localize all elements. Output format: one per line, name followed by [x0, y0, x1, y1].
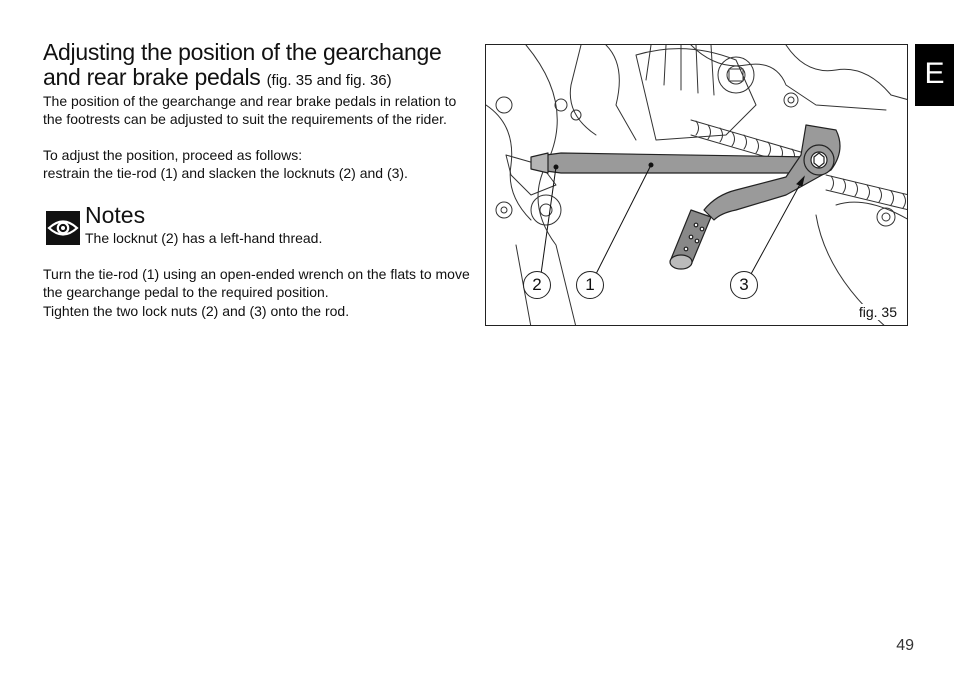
notes-heading: Notes [85, 202, 146, 228]
page-number: 49 [896, 637, 914, 654]
language-tab: E [915, 44, 954, 106]
notes-text: The locknut (2) has a left-hand thread. [85, 230, 323, 246]
procedure-intro: To adjust the position, proceed as follows: [43, 147, 303, 163]
section-title [43, 40, 473, 93]
callout-1: 1 [576, 271, 604, 299]
section-title-text: Adjusting the position of the gearchange and rear brake pedals [43, 39, 442, 90]
eye-icon [46, 211, 80, 245]
figure-reference: (fig. 35 and fig. 36) [266, 72, 392, 89]
figure-caption: fig. 35 [858, 304, 897, 320]
procedure-step-3: Tighten the two lock nuts (2) and (3) onto the rod. [43, 303, 350, 319]
gearchange-pedal-figure [485, 44, 908, 326]
procedure-step-1: restrain the tie-rod (1) and slacken the locknuts (2) and (3). [43, 165, 408, 181]
procedure-step-2: Turn the tie-rod (1) using an open-ended wrench on the flats to move the gearchange pedal to the required position. [43, 266, 470, 300]
callout-3: 3 [730, 271, 758, 299]
intro-paragraph: The position of the gearchange and rear brake pedals in relation to the footrests can be adjusted to suit the requirements of the rider. [43, 93, 457, 127]
callout-2: 2 [523, 271, 551, 299]
